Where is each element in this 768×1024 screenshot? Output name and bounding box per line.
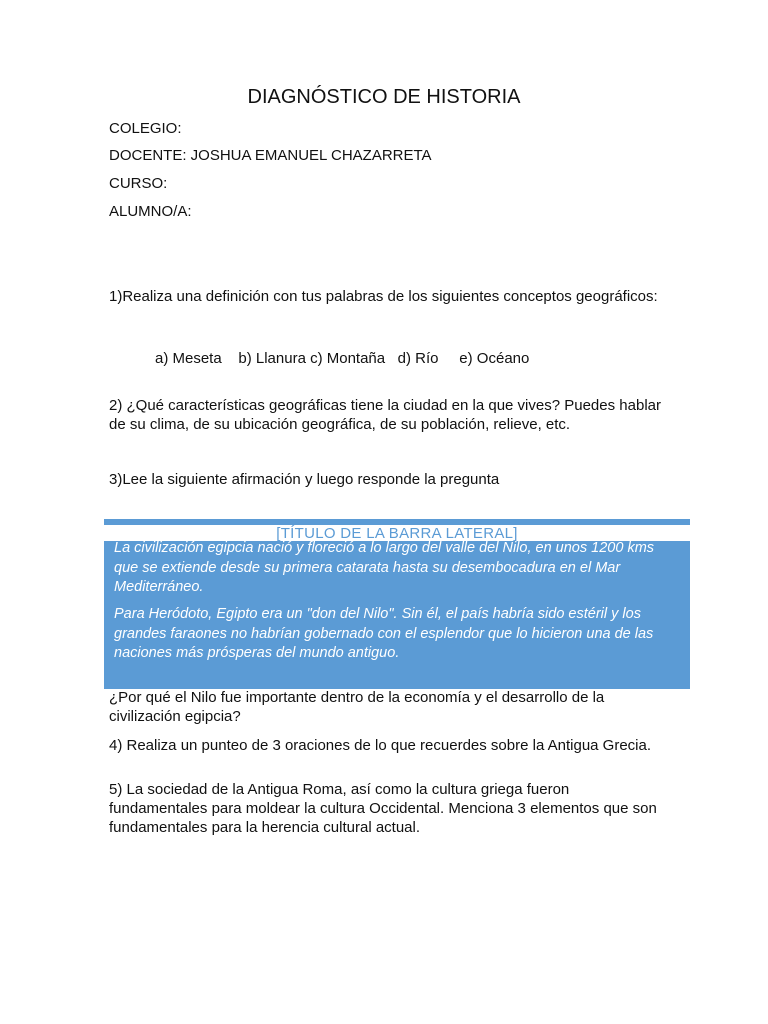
question-1: 1)Realiza una definición con tus palabras de los siguientes conceptos geográficos: [109,288,658,305]
sidebar-paragraph-1: La civilización egipcia nació y floreció a lo largo del valle del Nilo, en unos 1200 kms que se extiende desde su primera catarata hasta su desembocadura en el Mar Mediterráneo. [114,540,655,595]
sidebar-title: [TÍTULO DE LA BARRA LATERAL] [276,525,518,542]
question-4: 4) Realiza un punteo de 3 oraciones de lo que recuerdes sobre la Antigua Grecia. [109,737,652,754]
question-3-prompt: ¿Por qué el Nilo fue importante dentro de la economía y el desarrollo de la civilización egipcia? [109,689,605,725]
sidebar-box [104,519,690,689]
docente-label: DOCENTE: JOSHUA EMANUEL CHAZARRETA [109,147,432,164]
page-title: DIAGNÓSTICO DE HISTORIA [247,86,521,108]
question-3: 3)Lee la siguiente afirmación y luego responde la pregunta [109,471,500,488]
sidebar-paragraph-2: Para Heródoto, Egipto era un "don del Nilo". Sin él, el país habría sido estéril y los grandes faraones no habrían gobernado con el esplendor que lo hicieron una de las naciones más prósperas del mundo antiguo. [114,606,654,661]
question-2: 2) ¿Qué características geográficas tiene la ciudad en la que vives? Puedes hablar de su clima, de su ubicación geográfica, de su población, relieve, etc. [109,397,661,433]
question-5: 5) La sociedad de la Antigua Roma, así como la cultura griega fueron fundamentales para moldear la cultura Occidental. Menciona 3 elementos que son fundamentales para la herencia cultural actual. [109,781,657,836]
alumno-label: ALUMNO/A: [109,203,192,220]
colegio-label: COLEGIO: [109,120,182,137]
question-1-options: a) Meseta b) Llanura c) Montaña d) Río e) Océano [155,350,530,367]
curso-label: CURSO: [109,175,168,192]
